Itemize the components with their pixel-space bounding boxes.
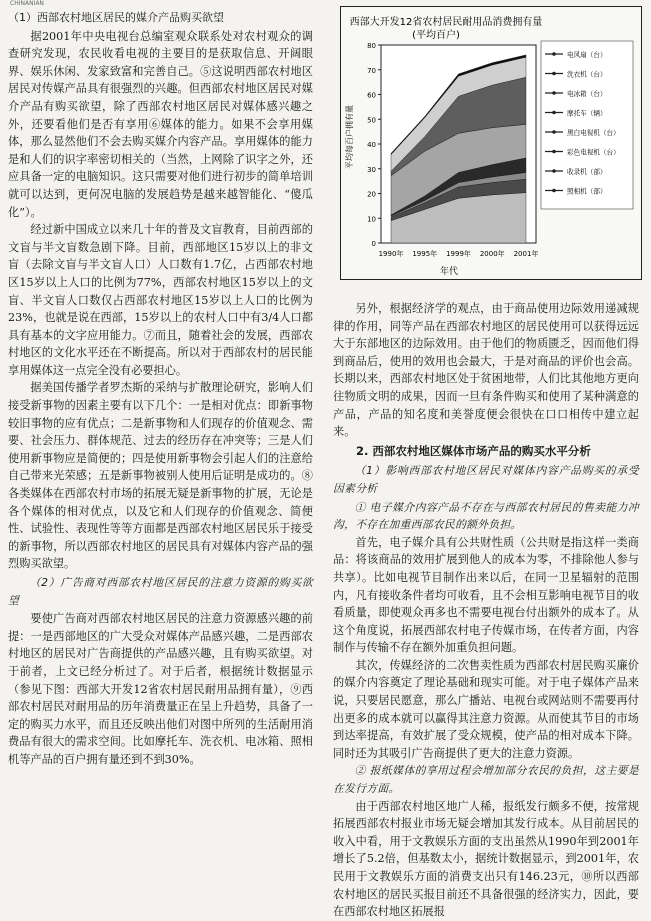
legend-entry: 摩托车（辆） — [567, 109, 607, 118]
y-tick-label: 30 — [367, 165, 376, 174]
section-heading-1: （1）西部农村地区居民的媒介产品购买欲望 — [8, 11, 224, 24]
legend-marker — [552, 111, 556, 115]
legend-marker — [552, 72, 556, 76]
legend-marker — [552, 52, 556, 56]
section-heading-2: （2）广告商对西部农村地区居民的注意力资源的购买欲望 — [8, 576, 313, 607]
y-tick-label: 10 — [367, 215, 376, 224]
y-tick-label: 20 — [367, 190, 376, 199]
chart-title: 西部大开发12省农村居民耐用品消费拥有量 — [349, 17, 543, 28]
paragraph: 要使广告商对西部农村地区居民的注意力资源感兴趣的前提：一是西部地区的广大受众对媒体产品感兴趣，二是西部农村地区的居民对广告商提供的产品感兴趣，且有购买欲望。对于前者，上文已经分析过了。对于后者，根据统计数据显示（参见下图：西部大开发12省农村居民耐用品拥有量），⑨西部农村居民对耐用品的历年消费量正在呈上升趋势，具备了一定的购买力水平，而且还反映出他们对图中所列的生活耐用消费品有很大的需求空间。比如摩托车、洗衣机、电冰箱、照相机等产品的百户拥有量还到不到30%。 — [8, 612, 313, 766]
subsection-heading: （1）影响西部农村地区居民对媒体内容产品购买的承受因素分析 — [333, 464, 639, 495]
legend-entry: 黑白电视机（台） — [567, 129, 620, 137]
paragraph: 由于西部农村地区地广人稀，报纸发行颇多不便，按常规拓展西部农村报业市场无疑会增加其发行成本。从目前居民的收入中看，用于文教娱乐方面的支出虽然从1990年到2001年增长了5.2倍，但基数太小，据统计数据显示，到2001年，农民用于文教娱乐方面的消费支出只有146.23元，⑩所以西部农村地区的居民买报目前还不具备很强的经济实力，因此，要在西部农村地区拓展报 — [333, 799, 639, 919]
y-tick-label: 80 — [367, 42, 376, 50]
list-item: ① 电子媒介内容产品不存在与西部农村居民的售卖能力冲沟，不存在加重西部农民的额外负担。 — [333, 500, 639, 532]
y-tick-label: 40 — [367, 141, 376, 149]
legend-marker — [552, 130, 556, 134]
legend-marker — [552, 91, 556, 95]
x-tick-label: 2000年 — [479, 250, 505, 258]
y-tick-label: 50 — [367, 116, 376, 125]
legend-entry: 电冰箱（台） — [567, 90, 607, 98]
legend-entry: 洗衣机（台） — [567, 70, 607, 79]
legend-box — [541, 41, 633, 209]
paragraph: 据2001年中央电视台总编室观众联系处对农村观众的调查研究发现，农民收看电视的主要目的是获取信息、开阔眼界、娱乐休闲、发家致富和完善自己。⑤这说明西部农村地区居民对传媒产品具有很强烈的兴趣。但西部农村地区居民对媒介产品有购买欲望，除了西部农村地区居民对媒体感兴趣之外，还要看他们是否有享用⑥媒体的能力。如果不会享用媒体，那么显然他们不会去购买媒介内容产品。享用媒体的能力是和人们的识字率密切相关的（当然，上网除了识字之外，还应具备一定的电脑知识。这只需要对他们进行初步的简单培训就可以达到，更何况电脑的发展趋势是越来越智能化、“傻瓜化”）。 — [8, 29, 313, 219]
legend-entry: 电风扇（台） — [567, 51, 607, 59]
running-head: CHINANIAN — [10, 0, 44, 7]
paragraph: 经过新中国成立以来几十年的普及文盲教育，目前西部的文盲与半文盲数急剧下降。目前，西部地区15岁以上的非文盲（去除文盲与半文盲人口）人口数有1.7亿，占西部农村地区15岁以上人口的比例为77%，西部农村地区15岁以上的文盲、半文盲人口数仅占西部农村地区15岁以上人口的比例为23%，也就是说在西部，15岁以上的农村人口中有3/4人口都具有基本的文字应用能力。⑦而且，随着社会的发展，西部农村地区的文化水平还在不断提高。所以对于西部农村的居民能享用媒体这一点完全没有必要担心。 — [8, 223, 313, 377]
chart-canvas — [341, 7, 641, 279]
x-axis-label: 年代 — [439, 267, 459, 277]
y-tick-label: 70 — [367, 66, 376, 75]
legend-entry: 彩色电视机（台） — [567, 148, 620, 157]
paragraph: 另外，根据经济学的观点，由于商品使用边际效用递减规律的作用，同等产品在西部农村地区的居民使用可以获得远远大于东部地区的边际效用。由于他们的物质匮乏，因而他们得到商品后，使用的效用也会最大，于是对商品的评价也会高。长期以来，西部农村地区处于贫困地带，人们比其他地方更向往物质文明的成果，因而一旦有条件购买和使用了某种满意的产品，产品的知名度和美誉度便会很快在口口相传中建立起来。 — [333, 302, 639, 439]
legend-entry: 收录机（部） — [567, 168, 607, 176]
x-tick-label: 1990年 — [378, 250, 404, 258]
paragraph: 首先，电子媒介具有公共财性质（公共财是指这样一类商品：将该商品的效用扩展到他人的成本为零，不排除他人参与共享）。比如电视节目制作出来以后，在同一卫星辐射的范围内，凡有接收条件者均可收看，且不会相互影响电视节目的收看质量，即使观众再多也不需要电视台付出额外的成本了。从这个角度说，拓展西部农村电子传媒市场，在传者方面，内容制作与传输不存在额外加重负担问题。 — [333, 535, 639, 655]
legend-marker — [552, 169, 556, 173]
x-tick-label: 1999年 — [446, 250, 471, 258]
x-tick-label: 1995年 — [412, 250, 438, 258]
paragraph: 其次，传媒经济的二次售卖性质为西部农村居民购买廉价的媒介内容奠定了理论基础和现实可能。对于电子媒体产品来说，只要居民愿意，那么广播站、电视台或网站则不需要再付出更多的成本就可以赢得其注意力资源。从而使其节目的市场到达率提高，有效扩展了受众规模，使产品的相对成本下降。同时还为其吸引广告商提供了更大的注意力资源。 — [333, 658, 639, 760]
paragraph: 据美国传播学者罗杰斯的采纳与扩散理论研究，影响人们接受新事物的因素主要有以下几个：一是相对优点：即新事物较旧事物的应有优点；二是新事物和人们现存的价值观念、需要、社会压力、群体规范、过去的经历存在冲突等；三是人们使用新事物应是简便的；四是使用新事物会引起人们的注意给自己带来光荣感；五是新事物被别人使用后证明是成功的。⑧各类媒体在西部农村市场的拓展无疑是新事物的扩展，无论是各个媒体的相对优点，以及它和人们现存的价值观念、简便性、试验性、表现性等等方面都是西部农村地区居民乐于接受的新事物，所以西部农村地区的居民具有对媒体内容产品的强烈购买欲望。 — [8, 381, 313, 571]
legend-marker — [552, 150, 556, 154]
y-tick-label: 0 — [371, 240, 376, 248]
list-item: ② 报纸媒体的享用过程会增加部分农民的负担，这主要是在发行方面。 — [333, 764, 639, 796]
left-column — [8, 8, 313, 769]
durable-goods-chart — [340, 6, 642, 280]
legend-marker — [552, 189, 556, 193]
y-tick-label: 60 — [367, 91, 376, 100]
legend-entry: 照相机（部） — [567, 187, 607, 196]
section-heading-2-main: 2. 西部农村地区媒体市场产品的购买水平分析 — [356, 443, 591, 458]
y-axis-label: 平均每百户拥有量 — [345, 105, 354, 169]
x-tick-label: 2001年 — [513, 250, 539, 258]
chart-subtitle: (平均百户) — [412, 30, 460, 41]
right-column — [333, 300, 639, 921]
